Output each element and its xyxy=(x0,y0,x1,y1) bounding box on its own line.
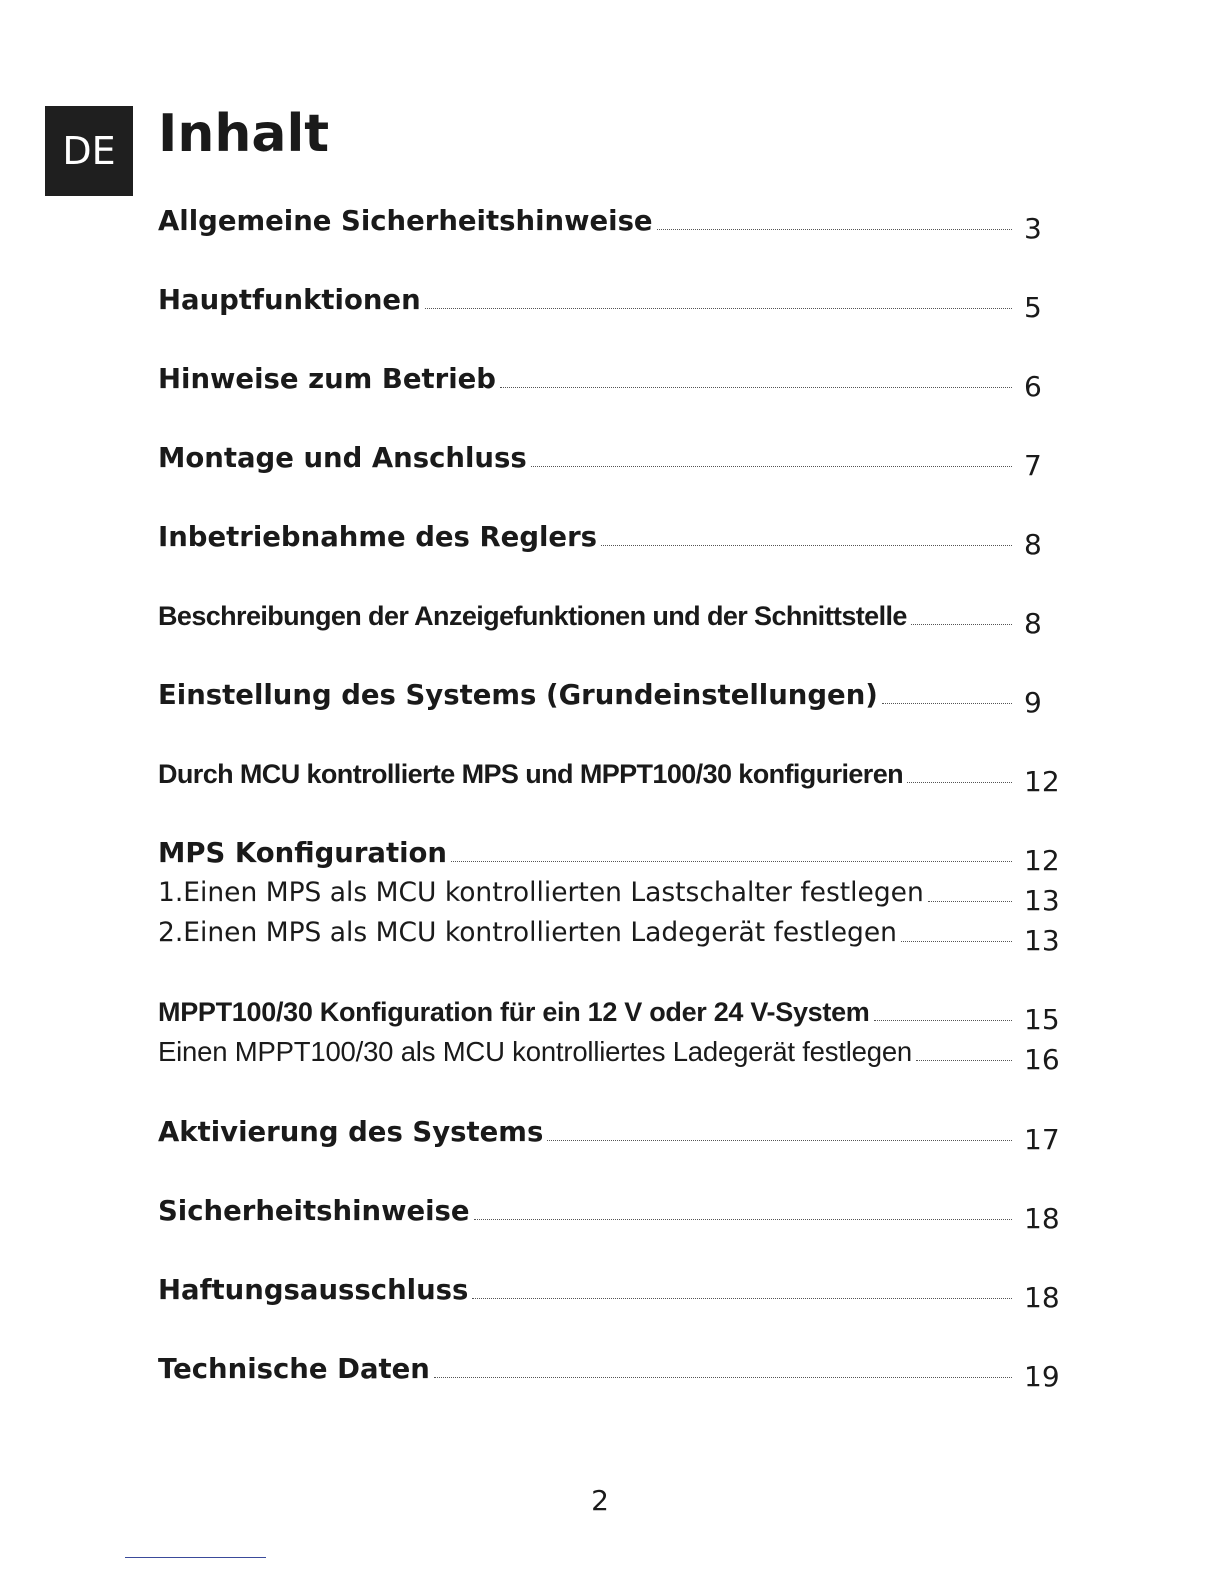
toc-entry[interactable] xyxy=(158,514,1058,561)
toc-entry-page: 8 xyxy=(1024,607,1042,640)
toc-entry-label: Hinweise zum Betrieb xyxy=(158,363,496,395)
toc-entry[interactable] xyxy=(158,356,1058,403)
dot-leader xyxy=(434,1376,1012,1378)
toc-entry[interactable] xyxy=(158,1109,1060,1156)
toc-entry-label: Technische Daten xyxy=(158,1353,430,1385)
toc-entry[interactable] xyxy=(158,1267,1060,1314)
toc-entry-label: Haftungsausschluss xyxy=(158,1274,469,1306)
toc-entry-label: Hauptfunktionen xyxy=(158,284,421,316)
toc-entry-page: 8 xyxy=(1024,528,1042,561)
footer-rule xyxy=(125,1557,266,1558)
toc-entry-page: 12 xyxy=(1024,844,1060,877)
toc-entry-page: 16 xyxy=(1024,1043,1060,1076)
toc-subentry[interactable] xyxy=(158,870,1060,917)
dot-leader xyxy=(911,623,1012,625)
toc-entry-page: 5 xyxy=(1024,291,1042,324)
toc-entry[interactable] xyxy=(158,989,1060,1036)
toc-entry-page: 6 xyxy=(1024,370,1042,403)
dot-leader xyxy=(425,307,1012,309)
dot-leader xyxy=(451,860,1012,862)
toc-entry-label: Aktivierung des Systems xyxy=(158,1116,544,1148)
toc-entry[interactable] xyxy=(158,830,1060,877)
toc-entry-label: Inbetriebnahme des Reglers xyxy=(158,521,598,553)
toc-entry-page: 3 xyxy=(1024,212,1042,245)
toc-entry-label: Allgemeine Sicherheitshinweise xyxy=(158,205,653,237)
toc-entry-page: 13 xyxy=(1024,924,1060,957)
dot-leader xyxy=(531,465,1012,467)
dot-leader xyxy=(472,1297,1012,1299)
dot-leader xyxy=(874,1019,1012,1021)
toc-entry-label: 1.Einen MPS als MCU kontrollierten Lastschalter festlegen xyxy=(158,877,924,908)
toc-entry[interactable] xyxy=(158,1346,1060,1393)
toc-subentry[interactable] xyxy=(158,910,1060,957)
toc-entry-page: 15 xyxy=(1024,1003,1060,1036)
dot-leader xyxy=(928,900,1012,902)
dot-leader xyxy=(901,940,1012,942)
toc-entry[interactable] xyxy=(158,672,1058,719)
toc-entry[interactable] xyxy=(158,435,1058,482)
toc-entry-page: 19 xyxy=(1024,1360,1060,1393)
dot-leader xyxy=(601,544,1012,546)
toc-entry-label: Sicherheitshinweise xyxy=(158,1195,470,1227)
toc-entry[interactable] xyxy=(158,593,1058,640)
toc-entry[interactable] xyxy=(158,198,1058,245)
dot-leader xyxy=(500,386,1012,388)
language-badge: DE xyxy=(45,106,133,196)
toc-subentry[interactable] xyxy=(158,1029,1060,1076)
toc-entry[interactable] xyxy=(158,751,1060,798)
toc-entry-page: 18 xyxy=(1024,1281,1060,1314)
dot-leader xyxy=(907,781,1012,783)
toc-entry-label: Einen MPPT100/30 als MCU kontrolliertes Ladegerät festlegen xyxy=(158,1036,913,1067)
toc-entry-label: Durch MCU kontrollierte MPS und MPPT100/30 konfigurieren xyxy=(158,759,904,789)
toc-entry[interactable] xyxy=(158,277,1058,324)
toc-entry-page: 18 xyxy=(1024,1202,1060,1235)
toc-entry[interactable] xyxy=(158,1188,1060,1235)
toc-entry-label: 2.Einen MPS als MCU kontrollierten Ladegerät festlegen xyxy=(158,917,897,948)
toc-entry-page: 7 xyxy=(1024,449,1042,482)
dot-leader xyxy=(657,228,1012,230)
toc-entry-page: 13 xyxy=(1024,884,1060,917)
toc-entry-page: 9 xyxy=(1024,686,1042,719)
toc-entry-page: 12 xyxy=(1024,765,1060,798)
toc-entry-label: MPPT100/30 Konfiguration für ein 12 V oder 24 V-System xyxy=(158,997,870,1027)
dot-leader xyxy=(474,1218,1012,1220)
toc-entry-label: Montage und Anschluss xyxy=(158,442,527,474)
toc-entry-label: Einstellung des Systems (Grundeinstellungen) xyxy=(158,679,878,711)
toc-entry-label: Beschreibungen der Anzeigefunktionen und der Schnittstelle xyxy=(158,601,907,631)
toc-entry-label: MPS Konfiguration xyxy=(158,837,448,869)
dot-leader xyxy=(916,1059,1012,1061)
dot-leader xyxy=(547,1139,1012,1141)
toc-entry-page: 17 xyxy=(1024,1123,1060,1156)
page-title: Inhalt xyxy=(158,104,330,164)
page-number: 2 xyxy=(591,1484,609,1517)
dot-leader xyxy=(882,702,1012,704)
